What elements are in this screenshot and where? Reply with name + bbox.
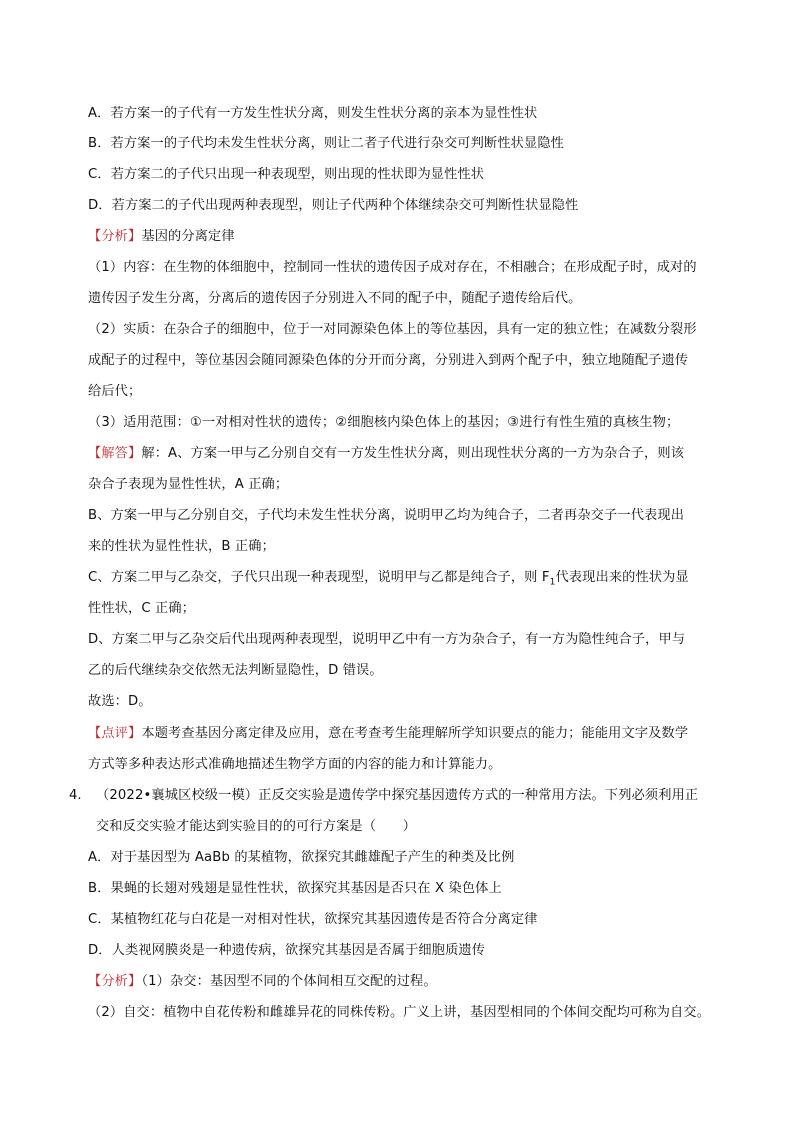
q3-answer-line: B、方案一甲与乙分别自交，子代均未发生性状分离，说明甲乙均为纯合子，二者再杂交子一代表现出 (88, 508, 685, 523)
q3-answer-line: 来的性状为显性性状，B 正确； (88, 539, 275, 554)
q4-option-c: C．某植物红花与白花是一对相对性状，欲探究其基因遗传是否符合分离定律 (88, 912, 538, 927)
q3-option-b: B．若方案一的子代均未发生性状分离，则让二者子代进行杂交可判断性状显隐性 (88, 136, 565, 151)
q4-stem: （2022•襄城区校级一模）正反交实验是遗传学中探究基因遗传方式的一种常用方法。下列必须利用正 (96, 788, 699, 803)
q3-analysis-line: （3）适用范围：①一对相对性状的遗传；②细胞核内染色体上的基因；③进行有性生殖的真核生物； (88, 415, 680, 430)
q3-analysis-line: （1）内容：在生物的体细胞中，控制同一性状的遗传因子成对存在，不相融合；在形成配子时，成对的 (88, 260, 697, 275)
q3-answer-line (88, 568, 689, 588)
q3-option-c: C．若方案二的子代只出现一种表现型，则出现的性状即为显性性状 (88, 167, 485, 182)
answer-tag: 【解答】 (88, 446, 142, 461)
q3-analysis-heading (88, 227, 235, 247)
comment-text: 本题考查基因分离定律及应用，意在考查考生能理解所学知识要点的能力；能能用文字及数学 (141, 726, 689, 741)
q4-option-d: D．人类视网膜炎是一种遗传病，欲探究其基因是否属于细胞质遗传 (88, 943, 486, 958)
q3-answer-choice: 故选：D。 (88, 694, 152, 709)
comment-tag: 【点评】 (88, 726, 142, 741)
q3-analysis-line: （2）实质：在杂合子的细胞中，位于一对同源染色体上的等位基因，具有一定的独立性；在减数分裂形 (88, 322, 697, 337)
answer-text: 代表现出来的性状为显 (555, 570, 689, 585)
analysis-tag: 【分析】 (88, 229, 142, 244)
q3-analysis-line: 成配子的过程中，等位基因会随同源染色体的分开而分离，分别进入到两个配子中，独立地随配子遗传 (88, 353, 689, 368)
q3-comment-line: 方式等多种表达形式准确地描述生物学方面的内容的能力和计算能力。 (88, 757, 502, 772)
analysis-title: 基因的分离定律 (141, 229, 235, 244)
q3-answer-line (88, 444, 684, 464)
q3-answer-line: D、方案二甲与乙杂交后代出现两种表现型，说明甲乙中有一方为杂合子，有一方为隐性纯合子，甲与 (88, 632, 686, 647)
q3-option-d: D．若方案二的子代出现两种表现型，则让子代两种个体继续杂交可判断性状显隐性 (88, 198, 579, 213)
subscript: 1 (549, 577, 556, 588)
q4-stem: 交和反交实验才能达到实验目的的可行方案是（ ） (96, 819, 417, 834)
q4-option-a: A．对于基因型为 AaBb 的某植物，欲探究其雌雄配子产生的种类及比例 (88, 850, 515, 865)
q3-answer-line: 性性状，C 正确； (88, 601, 196, 616)
q3-answer-line: 乙的后代继续杂交依然无法判断显隐性，D 错误。 (88, 663, 383, 678)
analysis-tag: 【分析】 (88, 974, 142, 989)
answer-text: 解：A、方案一甲与乙分别自交有一方发生性状分离，则出现性状分离的一方为杂合子，则该 (141, 446, 685, 461)
question-number: 4. (69, 788, 82, 803)
q4-option-b: B．果蝇的长翅对残翅是显性性状，欲探究其基因是否只在 X 染色体上 (88, 881, 502, 896)
answer-text: C、方案二甲与乙杂交，子代只出现一种表现型，说明甲与乙都是纯合子，则 F (88, 570, 550, 585)
q3-comment-line (88, 724, 688, 744)
q4-analysis-line (88, 972, 437, 992)
analysis-text: （1）杂交：基因型不同的个体间相互交配的过程。 (141, 974, 437, 989)
q3-answer-line: 杂合子表现为显性性状，A 正确； (88, 477, 289, 492)
q3-analysis-line: 给后代； (88, 384, 142, 399)
q4-analysis-line: （2）自交：植物中自花传粉和雌雄异花的同株传粉。广义上讲，基因型相同的个体间交配均可称为自交。 (88, 1005, 711, 1020)
q3-analysis-line: 遗传因子发生分离，分离后的遗传因子分别进入不同的配子中，随配子遗传给后代。 (88, 291, 582, 306)
q3-option-a: A．若方案一的子代有一方发生性状分离，则发生性状分离的亲本为显性性状 (88, 106, 538, 121)
